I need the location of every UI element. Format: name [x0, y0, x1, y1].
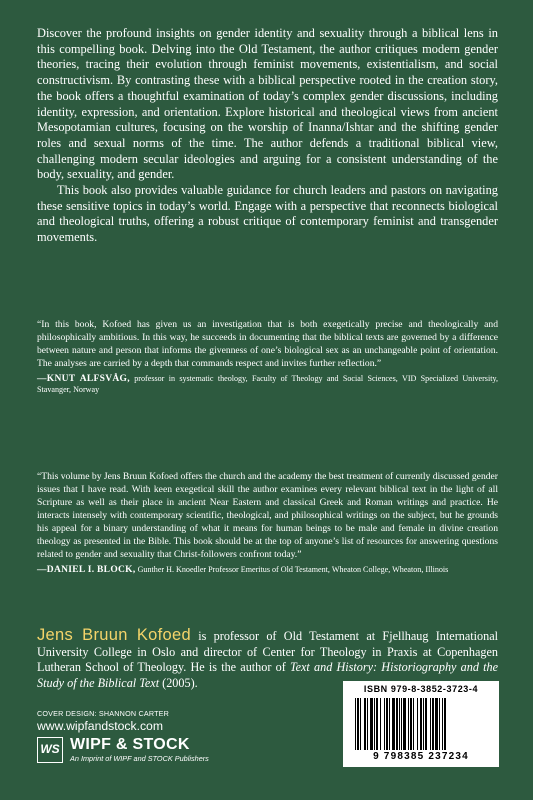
- endorsement-1: [37, 318, 498, 395]
- barcode-bar: [386, 698, 388, 750]
- barcode-bar: [396, 698, 398, 750]
- endorsement-2-text: “This volume by Jens Bruun Kofoed offers the church and the academy the best treatment of currently discussed gender issues that I have read. With keen exegetical skill the author examines every relevant biblical text in the light of all Scripture as well as their place in ancient Near Eastern and classical Greek and Roman writings and practice. He interacts intensely with contemporary scientific, theological, and philosophical writings on the subject, but he grounds his appeal for a binary understanding of what it means for human beings to be male and female in divine creation theology as presented in the Bible. This book should be at the top of anyone’s list of resources for answering questions related to gender and sexuality that Christ-followers confront today.”: [37, 471, 498, 560]
- description-paragraph-1: Discover the profound insights on gender identity and sexuality through a biblical lens in this compelling book. Delving into the Old Testament, the author critiques modern gender theories, tracing their evolution through feminist movements, existentialism, and social constructivism. By contrasting these with a biblical perspective rooted in the creation story, the book offers a thoughtful examination of today’s complex gender discussions, including identity, expression, and orientation. Explore historical and theological views from ancient Mesopotamian cultures, focusing on the worship of Inanna/Ishtar and the shifting gender roles and sexual norms of the time. The author defends a traditional biblical view, challenging modern secular ideologies and arguing for a consistent understanding of the body, sexuality, and gender.: [37, 26, 498, 182]
- endorsement-1-text: “In this book, Kofoed has given us an investigation that is both exegetically precise and theologically and philosophically ambitious. In this way, he succeeds in documenting that the biblical texts are governed by a difference between nature and person that informs the givenness of one’s biological sex as an unchangeable point of orientation. The analyses are carried by a depth that commands respect and invites further reflection.”: [37, 319, 498, 369]
- endorsement-2: [37, 470, 498, 576]
- endorsement-1-title: professor in systematic theology, Faculty of Theology and Social Sciences, VID Specialized University, Stavanger, Norway: [37, 374, 498, 394]
- publisher-logo: [37, 737, 267, 763]
- barcode-bar: [380, 698, 381, 750]
- barcode-bar: [399, 698, 400, 750]
- author-book-title: Text and History: Historiography and the Study of the Biblical Text: [37, 660, 498, 690]
- barcode-bar: [420, 698, 422, 750]
- barcode-bar: [410, 698, 412, 750]
- endorsement-1-attribution: [37, 374, 498, 395]
- barcode-bar: [384, 698, 385, 750]
- barcode-bar: [367, 698, 368, 750]
- endorsement-1-name: —KNUT ALFSVÅG,: [37, 374, 130, 384]
- barcode-bar: [423, 698, 424, 750]
- author-name: Jens Bruun Kofoed: [37, 626, 191, 644]
- barcode-digits: 9 798385 237234: [373, 751, 469, 762]
- cover-design-credit: COVER DESIGN: SHANNON CARTER: [37, 709, 170, 718]
- barcode-bar: [444, 698, 446, 750]
- publisher-mark-icon: WS: [37, 737, 63, 763]
- publisher-name: WIPF & STOCK: [70, 736, 190, 753]
- author-bio-end: (2005).: [162, 675, 198, 690]
- barcode-bar: [355, 698, 356, 750]
- endorsement-2-title: Gunther H. Knoedler Professor Emeritus of Old Testament, Wheaton College, Wheaton, Illinois: [137, 565, 449, 574]
- barcode-bar: [425, 698, 427, 750]
- author-bio-text: is professor of Old Testament at Fjellhaug International University College in Oslo and director of Center for Theology in Praxis at Copenhagen Lutheran School of Theology. He is the author of: [37, 629, 499, 674]
- barcode-bar: [408, 698, 409, 750]
- barcode-bar: [376, 698, 378, 750]
- barcode-bars: [353, 698, 489, 750]
- barcode-bar: [357, 698, 359, 750]
- barcode-bar: [432, 698, 434, 750]
- barcode-bar: [364, 698, 366, 750]
- barcode-bar: [442, 698, 443, 750]
- description-paragraph-2: This book also provides valuable guidance for church leaders and pastors on navigating these sensitive topics in today’s world. Engage with a perspective that reconnects biological and theological truths, offering a robust critique of contemporary feminist and transgender movements.: [37, 183, 498, 245]
- isbn-barcode: [343, 681, 499, 767]
- credits: [37, 709, 169, 733]
- barcode-bar: [401, 698, 402, 750]
- barcode-bar: [360, 698, 361, 750]
- barcode-bar: [435, 698, 438, 750]
- publisher-website: www.wipfandstock.com: [37, 719, 163, 733]
- isbn-label: ISBN 979-8-3852-3723-4: [363, 684, 479, 694]
- barcode-bar: [430, 698, 431, 750]
- barcode-bar: [439, 698, 440, 750]
- barcode-bar: [370, 698, 373, 750]
- barcode-bar: [403, 698, 406, 750]
- barcode-bar: [392, 698, 395, 750]
- endorsement-2-attribution: [37, 565, 498, 576]
- barcode-bar: [374, 698, 375, 750]
- barcode-bar: [389, 698, 390, 750]
- barcode-bar: [417, 698, 418, 750]
- barcode-bar: [413, 698, 414, 750]
- book-description: [37, 26, 498, 246]
- publisher-tagline: An Imprint of WIPF and STOCK Publishers: [70, 754, 209, 763]
- endorsement-2-name: —DANIEL I. BLOCK,: [37, 565, 136, 575]
